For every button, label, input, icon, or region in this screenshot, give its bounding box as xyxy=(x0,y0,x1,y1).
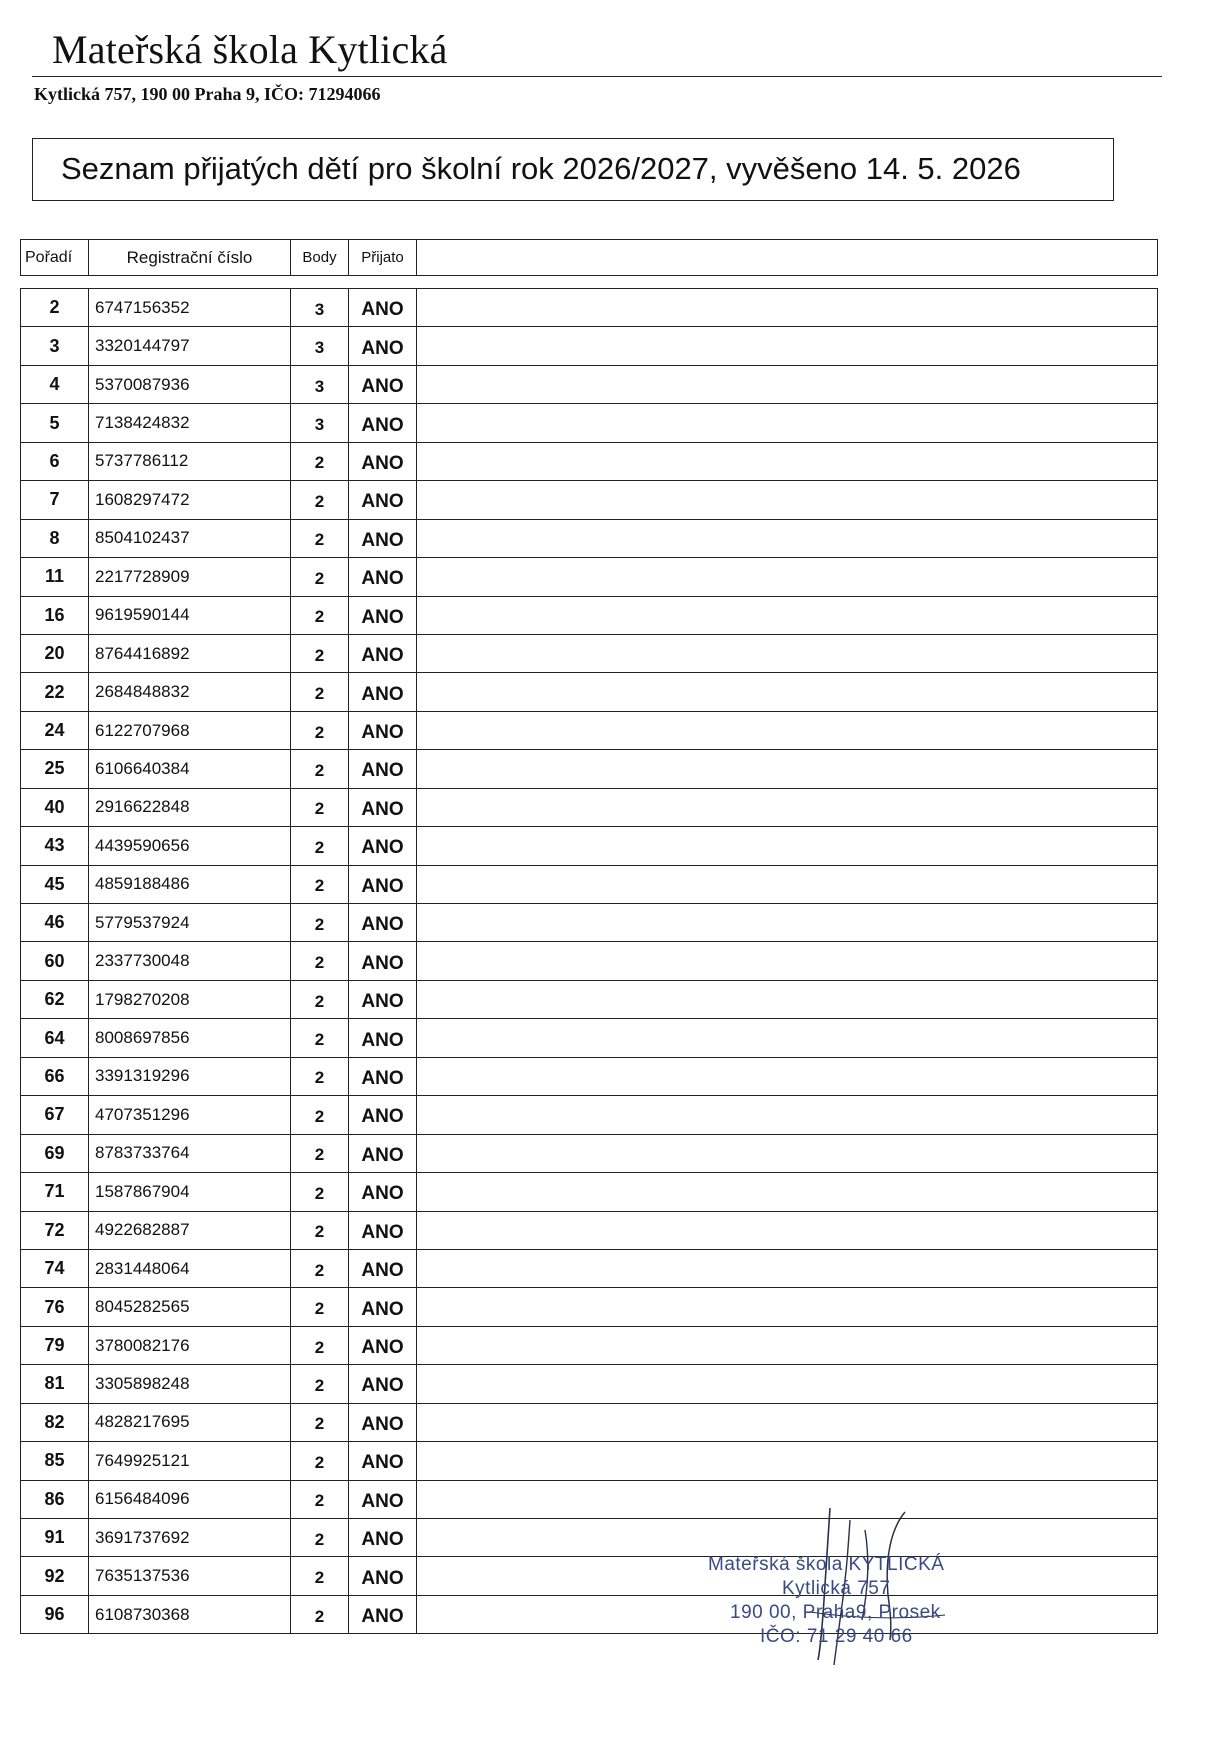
cell-poradi: 40 xyxy=(21,788,89,826)
cell-poradi: 25 xyxy=(21,750,89,788)
cell-registracni-cislo: 7138424832 xyxy=(89,404,291,442)
table-row xyxy=(21,711,1158,749)
cell-body: 2 xyxy=(291,673,349,711)
cell-body: 2 xyxy=(291,442,349,480)
cell-registracni-cislo: 2831448064 xyxy=(89,1249,291,1287)
cell-prijato: ANO xyxy=(349,673,417,711)
cell-empty xyxy=(417,1096,1158,1134)
cell-poradi: 22 xyxy=(21,673,89,711)
cell-prijato: ANO xyxy=(349,1326,417,1364)
cell-registracni-cislo: 5737786112 xyxy=(89,442,291,480)
cell-registracni-cislo: 6108730368 xyxy=(89,1595,291,1633)
cell-empty xyxy=(417,404,1158,442)
col-header-body: Body xyxy=(291,240,349,276)
cell-registracni-cislo: 5779537924 xyxy=(89,904,291,942)
cell-empty xyxy=(417,1288,1158,1326)
cell-poradi: 79 xyxy=(21,1326,89,1364)
cell-registracni-cislo: 8045282565 xyxy=(89,1288,291,1326)
cell-poradi: 5 xyxy=(21,404,89,442)
cell-registracni-cislo: 3305898248 xyxy=(89,1365,291,1403)
cell-prijato: ANO xyxy=(349,1442,417,1480)
col-header-prijato: Přijato xyxy=(349,240,417,276)
cell-poradi: 16 xyxy=(21,596,89,634)
cell-empty xyxy=(417,1249,1158,1287)
cell-body: 2 xyxy=(291,634,349,672)
table-row xyxy=(21,1288,1158,1326)
cell-body: 2 xyxy=(291,1480,349,1518)
cell-empty xyxy=(417,942,1158,980)
cell-poradi: 24 xyxy=(21,711,89,749)
cell-prijato: ANO xyxy=(349,1019,417,1057)
cell-prijato: ANO xyxy=(349,596,417,634)
cell-registracni-cislo: 1608297472 xyxy=(89,481,291,519)
cell-registracni-cislo: 2916622848 xyxy=(89,788,291,826)
cell-poradi: 20 xyxy=(21,634,89,672)
cell-registracni-cislo: 4707351296 xyxy=(89,1096,291,1134)
cell-empty xyxy=(417,1365,1158,1403)
cell-empty xyxy=(417,865,1158,903)
cell-poradi: 45 xyxy=(21,865,89,903)
cell-poradi: 85 xyxy=(21,1442,89,1480)
cell-prijato: ANO xyxy=(349,404,417,442)
cell-body: 2 xyxy=(291,481,349,519)
cell-body: 2 xyxy=(291,1019,349,1057)
cell-empty xyxy=(417,1019,1158,1057)
table-row xyxy=(21,1096,1158,1134)
table-row xyxy=(21,1249,1158,1287)
school-name: Mateřská škola Kytlická xyxy=(52,27,448,72)
cell-body: 2 xyxy=(291,1096,349,1134)
cell-poradi: 74 xyxy=(21,1249,89,1287)
table-row xyxy=(21,442,1158,480)
cell-body: 2 xyxy=(291,865,349,903)
cell-empty xyxy=(417,519,1158,557)
cell-prijato: ANO xyxy=(349,365,417,403)
cell-poradi: 43 xyxy=(21,827,89,865)
cell-poradi: 62 xyxy=(21,980,89,1018)
cell-body: 2 xyxy=(291,1442,349,1480)
cell-empty xyxy=(417,1442,1158,1480)
table-row xyxy=(21,750,1158,788)
cell-registracni-cislo: 8783733764 xyxy=(89,1134,291,1172)
cell-registracni-cislo: 4439590656 xyxy=(89,827,291,865)
cell-prijato: ANO xyxy=(349,788,417,826)
cell-body: 2 xyxy=(291,711,349,749)
table-row xyxy=(21,634,1158,672)
cell-body: 2 xyxy=(291,980,349,1018)
cell-registracni-cislo: 1587867904 xyxy=(89,1173,291,1211)
table-body xyxy=(21,289,1158,1634)
cell-empty xyxy=(417,327,1158,365)
table-row xyxy=(21,365,1158,403)
cell-empty xyxy=(417,1403,1158,1441)
cell-body: 2 xyxy=(291,519,349,557)
cell-empty xyxy=(417,1057,1158,1095)
cell-registracni-cislo: 2684848832 xyxy=(89,673,291,711)
cell-poradi: 11 xyxy=(21,558,89,596)
cell-prijato: ANO xyxy=(349,519,417,557)
table-row xyxy=(21,1442,1158,1480)
cell-prijato: ANO xyxy=(349,1519,417,1557)
school-stamp xyxy=(700,1500,1000,1670)
notice-title: Seznam přijatých dětí pro školní rok 2026/2027, vyvěšeno 14. 5. 2026 xyxy=(61,151,1021,186)
cell-prijato: ANO xyxy=(349,865,417,903)
cell-prijato: ANO xyxy=(349,1480,417,1518)
cell-prijato: ANO xyxy=(349,558,417,596)
stamp-line-street: Kytlická 757 xyxy=(782,1578,891,1599)
table-header xyxy=(20,239,1158,276)
table-row xyxy=(21,596,1158,634)
cell-body: 2 xyxy=(291,942,349,980)
cell-prijato: ANO xyxy=(349,1134,417,1172)
cell-prijato: ANO xyxy=(349,1173,417,1211)
cell-empty xyxy=(417,442,1158,480)
cell-registracni-cislo: 1798270208 xyxy=(89,980,291,1018)
cell-body: 2 xyxy=(291,1249,349,1287)
cell-registracni-cislo: 6122707968 xyxy=(89,711,291,749)
col-header-registracni-cislo: Registrační číslo xyxy=(89,240,291,276)
cell-poradi: 91 xyxy=(21,1519,89,1557)
cell-empty xyxy=(417,1326,1158,1364)
cell-body: 2 xyxy=(291,1519,349,1557)
cell-empty xyxy=(417,558,1158,596)
cell-registracni-cislo: 8008697856 xyxy=(89,1019,291,1057)
cell-body: 2 xyxy=(291,1557,349,1595)
cell-body: 2 xyxy=(291,1595,349,1633)
cell-poradi: 3 xyxy=(21,327,89,365)
cell-poradi: 71 xyxy=(21,1173,89,1211)
cell-prijato: ANO xyxy=(349,481,417,519)
stamp-line-ico: IČO: 71 29 40 66 xyxy=(760,1626,913,1647)
header-divider xyxy=(32,76,1162,77)
cell-poradi: 69 xyxy=(21,1134,89,1172)
cell-registracni-cislo: 6747156352 xyxy=(89,289,291,327)
cell-empty xyxy=(417,673,1158,711)
cell-empty xyxy=(417,827,1158,865)
stamp-line-city: 190 00, Praha9, Prosek xyxy=(730,1602,941,1623)
cell-prijato: ANO xyxy=(349,980,417,1018)
cell-registracni-cislo: 3391319296 xyxy=(89,1057,291,1095)
cell-body: 3 xyxy=(291,404,349,442)
cell-prijato: ANO xyxy=(349,327,417,365)
cell-poradi: 86 xyxy=(21,1480,89,1518)
col-header-poradi: Pořadí xyxy=(21,240,89,276)
cell-prijato: ANO xyxy=(349,750,417,788)
cell-body: 2 xyxy=(291,596,349,634)
cell-body: 2 xyxy=(291,788,349,826)
cell-prijato: ANO xyxy=(349,1403,417,1441)
cell-prijato: ANO xyxy=(349,827,417,865)
cell-prijato: ANO xyxy=(349,289,417,327)
cell-body: 2 xyxy=(291,1288,349,1326)
cell-poradi: 8 xyxy=(21,519,89,557)
cell-registracni-cislo: 9619590144 xyxy=(89,596,291,634)
cell-prijato: ANO xyxy=(349,442,417,480)
table-row xyxy=(21,1365,1158,1403)
cell-prijato: ANO xyxy=(349,634,417,672)
table-row xyxy=(21,827,1158,865)
cell-registracni-cislo: 4859188486 xyxy=(89,865,291,903)
cell-body: 3 xyxy=(291,289,349,327)
cell-poradi: 6 xyxy=(21,442,89,480)
table-row xyxy=(21,942,1158,980)
table-row xyxy=(21,788,1158,826)
cell-empty xyxy=(417,365,1158,403)
table-row xyxy=(21,519,1158,557)
cell-empty xyxy=(417,289,1158,327)
cell-registracni-cislo: 6156484096 xyxy=(89,1480,291,1518)
cell-empty xyxy=(417,481,1158,519)
table-row xyxy=(21,1403,1158,1441)
school-address: Kytlická 757, 190 00 Praha 9, IČO: 71294066 xyxy=(34,84,381,104)
table-row xyxy=(21,558,1158,596)
cell-registracni-cislo: 8504102437 xyxy=(89,519,291,557)
cell-body: 2 xyxy=(291,1134,349,1172)
table-row xyxy=(21,904,1158,942)
cell-body: 2 xyxy=(291,904,349,942)
cell-body: 2 xyxy=(291,1326,349,1364)
table-row xyxy=(21,327,1158,365)
cell-empty xyxy=(417,788,1158,826)
cell-registracni-cislo: 4828217695 xyxy=(89,1403,291,1441)
cell-registracni-cislo: 7649925121 xyxy=(89,1442,291,1480)
cell-poradi: 2 xyxy=(21,289,89,327)
cell-prijato: ANO xyxy=(349,1365,417,1403)
cell-poradi: 64 xyxy=(21,1019,89,1057)
table-row xyxy=(21,404,1158,442)
cell-poradi: 76 xyxy=(21,1288,89,1326)
admissions-table xyxy=(20,288,1158,1634)
cell-registracni-cislo: 3691737692 xyxy=(89,1519,291,1557)
header-row xyxy=(21,240,1158,276)
cell-body: 3 xyxy=(291,365,349,403)
table-row xyxy=(21,1057,1158,1095)
cell-empty xyxy=(417,1134,1158,1172)
cell-registracni-cislo: 2217728909 xyxy=(89,558,291,596)
cell-body: 2 xyxy=(291,827,349,865)
cell-poradi: 60 xyxy=(21,942,89,980)
cell-prijato: ANO xyxy=(349,1057,417,1095)
cell-prijato: ANO xyxy=(349,1288,417,1326)
cell-prijato: ANO xyxy=(349,904,417,942)
cell-empty xyxy=(417,904,1158,942)
cell-body: 2 xyxy=(291,750,349,788)
table-row xyxy=(21,481,1158,519)
cell-poradi: 96 xyxy=(21,1595,89,1633)
col-header-empty xyxy=(417,240,1158,276)
table-row xyxy=(21,1134,1158,1172)
cell-registracni-cislo: 4922682887 xyxy=(89,1211,291,1249)
cell-empty xyxy=(417,1173,1158,1211)
table-row xyxy=(21,865,1158,903)
cell-poradi: 66 xyxy=(21,1057,89,1095)
cell-registracni-cislo: 6106640384 xyxy=(89,750,291,788)
cell-registracni-cislo: 7635137536 xyxy=(89,1557,291,1595)
cell-body: 2 xyxy=(291,1173,349,1211)
cell-poradi: 92 xyxy=(21,1557,89,1595)
cell-prijato: ANO xyxy=(349,1211,417,1249)
cell-body: 2 xyxy=(291,1403,349,1441)
cell-poradi: 81 xyxy=(21,1365,89,1403)
cell-body: 2 xyxy=(291,1057,349,1095)
cell-empty xyxy=(417,750,1158,788)
cell-prijato: ANO xyxy=(349,942,417,980)
table-row xyxy=(21,1211,1158,1249)
cell-poradi: 72 xyxy=(21,1211,89,1249)
table-row xyxy=(21,673,1158,711)
cell-body: 2 xyxy=(291,1365,349,1403)
table-row xyxy=(21,1326,1158,1364)
cell-prijato: ANO xyxy=(349,1249,417,1287)
cell-registracni-cislo: 3320144797 xyxy=(89,327,291,365)
cell-empty xyxy=(417,1211,1158,1249)
cell-prijato: ANO xyxy=(349,1595,417,1633)
cell-body: 2 xyxy=(291,1211,349,1249)
cell-registracni-cislo: 2337730048 xyxy=(89,942,291,980)
cell-body: 2 xyxy=(291,558,349,596)
cell-poradi: 46 xyxy=(21,904,89,942)
table-row xyxy=(21,1019,1158,1057)
cell-poradi: 4 xyxy=(21,365,89,403)
cell-poradi: 67 xyxy=(21,1096,89,1134)
table-row xyxy=(21,289,1158,327)
cell-prijato: ANO xyxy=(349,1557,417,1595)
notice-box xyxy=(32,138,1114,201)
cell-registracni-cislo: 8764416892 xyxy=(89,634,291,672)
cell-prijato: ANO xyxy=(349,1096,417,1134)
cell-empty xyxy=(417,596,1158,634)
stamp-line-name: Mateřská škola KYTLICKÁ xyxy=(708,1554,945,1575)
cell-body: 3 xyxy=(291,327,349,365)
cell-poradi: 7 xyxy=(21,481,89,519)
cell-empty xyxy=(417,634,1158,672)
cell-registracni-cislo: 3780082176 xyxy=(89,1326,291,1364)
cell-empty xyxy=(417,980,1158,1018)
cell-prijato: ANO xyxy=(349,711,417,749)
table-row xyxy=(21,980,1158,1018)
cell-poradi: 82 xyxy=(21,1403,89,1441)
cell-empty xyxy=(417,711,1158,749)
table-row xyxy=(21,1173,1158,1211)
cell-registracni-cislo: 5370087936 xyxy=(89,365,291,403)
